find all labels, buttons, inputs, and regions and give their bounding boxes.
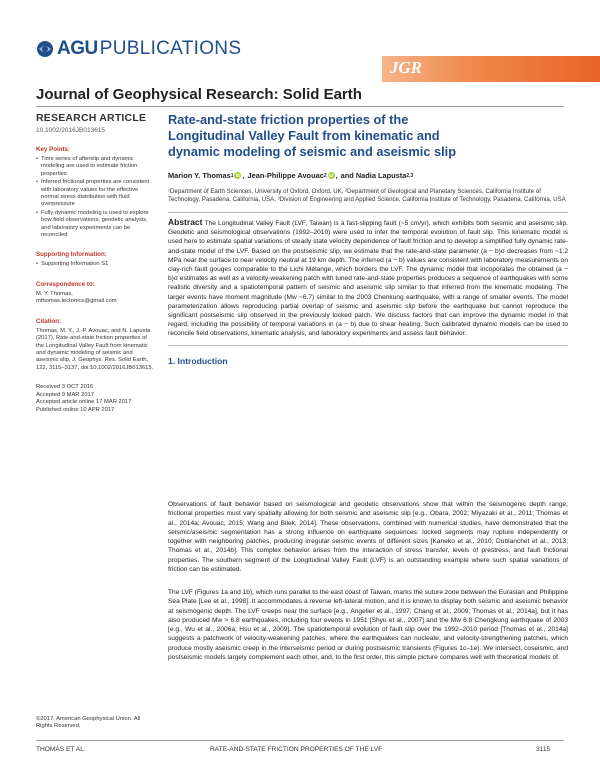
- author-list: Marion Y. Thomas 1 iD , Jean-Philippe Avouac 2 iD , and Nadia Lapusta 2,3: [168, 171, 414, 180]
- footer-authors: THOMAS ET AL.: [36, 746, 86, 753]
- agu-publications-logo: [36, 38, 241, 60]
- date-accepted: Accepted 9 MAR 2017: [36, 391, 95, 398]
- correspondence-email[interactable]: mthomas.tectonics@gmail.com: [36, 298, 117, 305]
- supporting-info-list: [36, 261, 154, 268]
- footer-running-title: RATE-AND-STATE FRICTION PROPERTIES OF THE LVF: [210, 746, 383, 753]
- paper-title: Rate-and-state friction properties of the Longitudinal Valley Fault from kinematic and dynamic modeling of seismic and aseismic slip: [168, 112, 457, 159]
- key-points-list: [36, 156, 154, 239]
- date-accepted-online: Accepted article online 17 MAR 2017: [36, 399, 132, 406]
- abstract-divider-bottom: [168, 345, 568, 346]
- body-paragraph: The LVF (Figures 1a and 1b), which runs parallel to the east coast of Taiwan, marks the suture zone between the Eurasian and Philippine Sea Plate [Lee et al., 1998]. It accommodates a reverse left-lateral motion, and it is known to display both seismic and aseismic behavior at seismogenic depth. The LVF creeps near the surface [e.g., Angelier et al., 1997; Chang et al., 2009; Thomas et al., 2014a], but it has also produced Mw > 6.8 earthquakes, including four events in 1951 [Shyu et al., 2007] and the Mw 6.8 Chengkung earthquake of 2003 [e.g., Wu et al., 2006a; Hsu et al., 2009]. The spatiotemporal evolution of fault slip over the 1992–2010 period [Thomas et al., 2014a] suggests a patchwork of velocity-weakening patches, where the earthquakes can nucleate, and velocity-strengthening patches, which produce mostly aseismic creep in the interseismic period or during postseismic transients (Figures 1c–1e). We intersect, coseismic, and postseismic models largely complement each other, and, to the first order, this simple picture compares well with theoretical models of: [168, 589, 569, 662]
- orcid-icon[interactable]: iD: [235, 173, 241, 178]
- key-point: • Time series of afterslip and dynamic modeling are used to estimate friction properties: [36, 156, 154, 178]
- article-sidebar: [36, 112, 154, 415]
- author-affil-sup: 2,3: [406, 172, 414, 179]
- journal-title: Journal of Geophysical Research: Solid Earth: [36, 86, 362, 103]
- key-points-heading: Key Points:: [36, 146, 71, 153]
- abstract-block: [168, 218, 568, 339]
- supporting-info-item[interactable]: • Supporting Information S1: [36, 261, 154, 268]
- key-point: • Fully dynamic modeling is used to explore how field observations, geodetic analysis, and laboratory experiments can be reconciled: [36, 210, 154, 240]
- journal-badge-label: JGR: [389, 58, 422, 77]
- abstract-text: The Longitudinal Valley Fault (LVF, Taiwan) is a fast-slipping fault (~5 cm/yr), which exhibits both seismic and aseismic slip. Geodetic and seismological observations (1992–2010) were used to infer the temporal evolution of fault slip. This kinematic model is used here to estimate spatial variations of steady state velocity dependence of fault friction and to develop a simplified fully dynamic rate-and-state model of the LVF. Based on the postseismic slip, we estimate that the rate-and-state parameter (a − b)σ decreases from ~1.2 MPa near the surface to near velocity neutral at 19 km depth. The inferred (a − b) values are consistent with laboratory measurements on clay-rich fault gouges comparable to the Lichi Mélange, which borders the LVF. The dynamic model that incoporates the obtained (a − b)σ estimates as well as a velocity-weakening patch with tuned rate-and-state properties produces a sequence of earthquakes with some realistic diversity and a spatiotemporal pattern of seismic and aseismic slip similar to that inferred from the kinematic modeling. The larger events have moment magnitude (Mw ~6.7) similar to the 2003 Chenkung earthquake, with a range of smaller events. The model parameterization allows reproducing partial overlap of seismic and aseismic slip before the earthquake but cannot reproduce the significant postseismic slip observed in the previously locked patch. We discuss factors that can improve the dynamic model in that regard, including the possibility of temporal variations in (a − b) due to shear heating. Such calibrated dynamic models can be used to reconcile field observations, kinematic analysis, and laboratory experiments and assess fault behavior.: [168, 220, 568, 338]
- key-point: • Inferred frictional properties are consistent with laboratory values for the effective normal stress distribution with fluid overpressure: [36, 179, 154, 209]
- article-dates: [36, 384, 154, 414]
- author-name: Marion Y. Thomas: [168, 171, 231, 180]
- affiliations: ¹Department of Earth Sciences, University of Oxford, Oxford, UK, ²Department of Geological and Planetary Sciences, California Institute of Technology, Pasadena, California, USA, ³Division of Engineering and Applied Science, California Institute of Technology, Pasadena, California, USA: [168, 188, 566, 203]
- header-divider: [36, 106, 564, 107]
- date-published: Published online 10 APR 2017: [36, 406, 115, 413]
- author-name: and Nadia Lapusta: [340, 171, 407, 180]
- copyright-notice: ©2017. American Geophysical Union. All Rights Reserved.: [36, 716, 141, 730]
- body-paragraph: Observations of fault behavior based on seismological and geodetic observations show that within the seismogenic depth range, frictional properties must vary spatially allowing for both seismic and aseismic slip [e.g., Obara, 2002; Miyazaki et al., 2011; Thomas et al., 2014a; Avouac, 2015; Wang and Bilek, 2014]. These observations, combined with numerical studies, have demonstrated that the seismic/aseismic segmentation has a strong influence on earthquake sequences: locked segments may rupture independently or together with neighboring patches, producing irregular seismic events of different sizes [Kaneko et al., 2010; Dublanchet et al., 2013; Thomas et al., 2014b]. This complex behavior arises from the interaction of stress transfer, levels of prestress, and fault frictional properties. The southern segment of the Longitudinal Valley Fault (LVF) is an outstanding example where such spatial variations of friction can be estimated.: [168, 501, 568, 574]
- section-heading-introduction: 1. Introduction: [168, 355, 228, 366]
- globe-icon: [36, 40, 54, 58]
- abstract-divider-top: [168, 212, 568, 213]
- author-affil-sup: 1: [230, 172, 234, 179]
- journal-badge: [382, 56, 600, 82]
- author-name: Jean-Philippe Avouac: [247, 171, 324, 180]
- article-doi[interactable]: 10.1002/2016JB013615: [36, 127, 106, 134]
- correspondence-heading: Correspondence to:: [36, 280, 95, 288]
- article-main: [168, 112, 568, 366]
- orcid-icon[interactable]: iD: [328, 173, 334, 178]
- citation-heading: Citation:: [36, 317, 62, 325]
- abstract-label: Abstract: [168, 217, 203, 227]
- article-type: RESEARCH ARTICLE: [36, 112, 147, 124]
- correspondence-name: M. Y. Thomas,: [36, 290, 73, 297]
- publisher-name-rest: PUBLICATIONS: [99, 38, 242, 59]
- date-received: Received 3 OCT 2016: [36, 384, 94, 391]
- page-number: 3115: [536, 746, 551, 753]
- footer-divider: [36, 740, 564, 741]
- publisher-name-bold: AGU: [57, 38, 98, 59]
- supporting-info-heading: Supporting Information:: [36, 251, 107, 259]
- author-affil-sup: 2: [323, 172, 327, 179]
- citation-text: Thomas, M. Y., J.-P. Avouac, and N. Lapusta (2017), Rate-and-state friction properties of the Longitudinal Valley Fault from kinematic and dynamic modeling of seismic and aseismic slip, J. Geophys. Res. Solid Earth, 122, 3115–3137, doi:10.1002/2016JB013615.: [36, 327, 154, 371]
